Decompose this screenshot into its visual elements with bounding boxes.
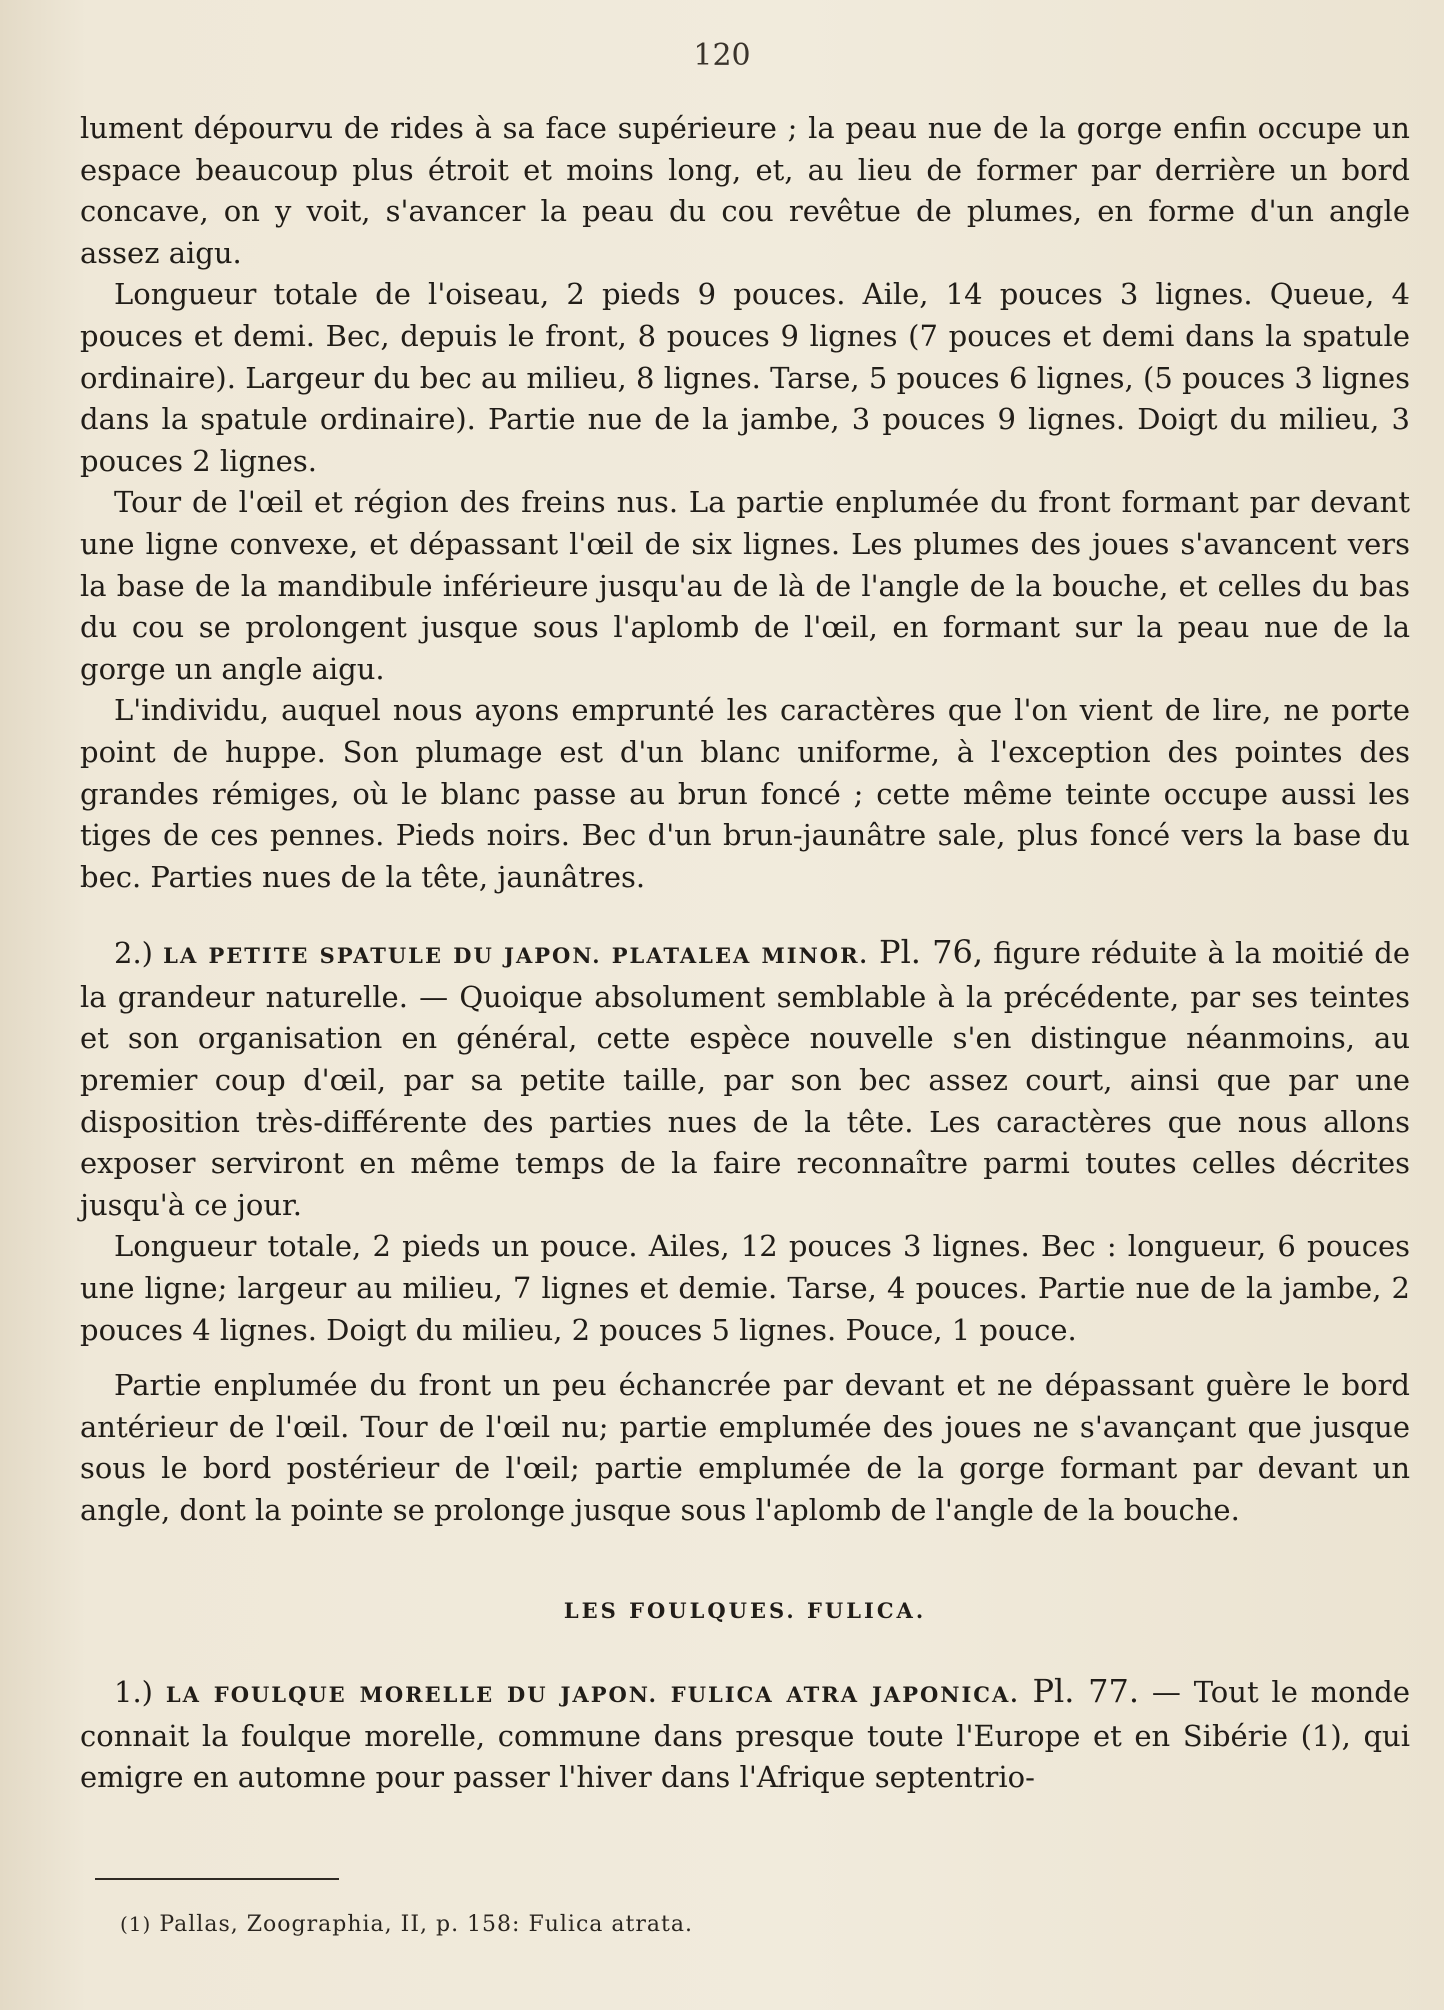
species-number: 1.) bbox=[114, 1675, 153, 1710]
section-heading: LES FOULQUES. FULICA. bbox=[563, 1597, 927, 1623]
species-latin-name: PLATALEA MINOR. bbox=[611, 943, 869, 969]
species-description: — Tout le monde connait la foulque morelle, commune dans presque toute l'Europe et en Sibérie (1), qui emigre en automne pour passer l'hiver dans l'Afrique septentrio- bbox=[80, 1675, 1411, 1795]
species-entry-foulque bbox=[80, 1671, 1410, 1799]
paragraph-bare-parts-2: Partie enplumée du front un peu échancrée par devant et ne dépassant guère le bord antérieur de l'œil. Tour de l'œil nu; partie emplumée des joues ne s'avançant que jusque sous le bord postérieur de l'œil; partie emplumée de la gorge formant par devant un angle, dont la pointe se prolonge jusque sous l'aplomb de l'angle de la bouche. bbox=[80, 1368, 1410, 1527]
paragraph-bare-parts: Tour de l'œil et région des freins nus. La partie enplumée du front formant par devant une ligne convexe, et dépassant l'œil de six lignes. Les plumes des joues s'avancent vers la base de la mandibule inférieure jusqu'au de là de l'angle de la bouche, et celles du bas du cou se prolongent jusque sous l'aplomb de l'œil, en formant sur la peau nue de la gorge un angle aigu. bbox=[80, 485, 1410, 686]
species-name: LA PETITE SPATULE DU JAPON. bbox=[163, 943, 602, 969]
page-number: 120 bbox=[693, 38, 751, 73]
footnote bbox=[120, 1912, 693, 1937]
footnote-marker: (1) bbox=[120, 1912, 152, 1936]
plate-reference: Pl. 76, bbox=[879, 933, 983, 972]
paragraph-measurements-2: Longueur totale, 2 pieds un pouce. Ailes, 12 pouces 3 lignes. Bec : longueur, 6 pouces une ligne; largeur au milieu, 7 lignes et demie. Tarse, 4 pouces. Partie nue de la jambe, 2 pouces 4 lignes. Doigt du milieu, 2 pouces 5 lignes. Pouce, 1 pouce. bbox=[80, 1229, 1410, 1347]
paragraph-measurements: Longueur totale de l'oiseau, 2 pieds 9 pouces. Aile, 14 pouces 3 lignes. Queue, 4 pouces et demi. Bec, depuis le front, 8 pouces 9 lignes (7 pouces et demi dans la spatule ordinaire). Largeur du bec au milieu, 8 lignes. Tarse, 5 pouces 6 lignes, (5 pouces 3 lignes dans la spatule ordinaire). Partie nue de la jambe, 3 pouces 9 lignes. Doigt du milieu, 3 pouces 2 lignes. bbox=[80, 277, 1410, 478]
footnote-divider bbox=[95, 1878, 339, 1880]
species-description: figure réduite à la moitié de la grandeur naturelle. — Quoique absolument semblable à la précédente, par ses teintes et son organisation en général, cette espèce nouvelle s'en distingue néanmoins, au premier coup d'œil, par sa petite taille, par son bec assez court, ainsi que par une disposition très-différente des parties nues de la tête. Les caractères que nous allons exposer serviront en même temps de la faire reconnaître parmi toutes celles décrites jusqu'à ce jour. bbox=[80, 936, 1410, 1222]
species-entry-petite-spatule bbox=[80, 932, 1410, 1226]
species-latin-name: FULICA ATRA JAPONICA. bbox=[670, 1682, 1020, 1708]
paragraph-continuation: lument dépourvu de rides à sa face supérieure ; la peau nue de la gorge enfin occupe un espace beaucoup plus étroit et moins long, et, au lieu de former par derrière un bord concave, on y voit, s'avancer la peau du cou revêtue de plumes, en forme d'un angle assez aigu. bbox=[80, 111, 1410, 270]
species-number: 2.) bbox=[114, 936, 153, 971]
footnote-text: Pallas, Zoographia, II, p. 158: Fulica atrata. bbox=[159, 1912, 693, 1937]
plate-reference: Pl. 77. bbox=[1032, 1672, 1140, 1711]
paragraph-plumage: L'individu, auquel nous ayons emprunté les caractères que l'on vient de lire, ne porte point de huppe. Son plumage est d'un blanc uniforme, à l'exception des pointes des grandes rémiges, où le blanc passe au brun foncé ; cette même teinte occupe aussi les tiges de ces pennes. Pieds noirs. Bec d'un brun-jaunâtre sale, plus foncé vers la base du bec. Parties nues de la tête, jaunâtres. bbox=[80, 693, 1410, 894]
species-name: LA FOULQUE MORELLE DU JAPON. bbox=[165, 1682, 658, 1708]
main-text bbox=[80, 108, 1410, 1799]
